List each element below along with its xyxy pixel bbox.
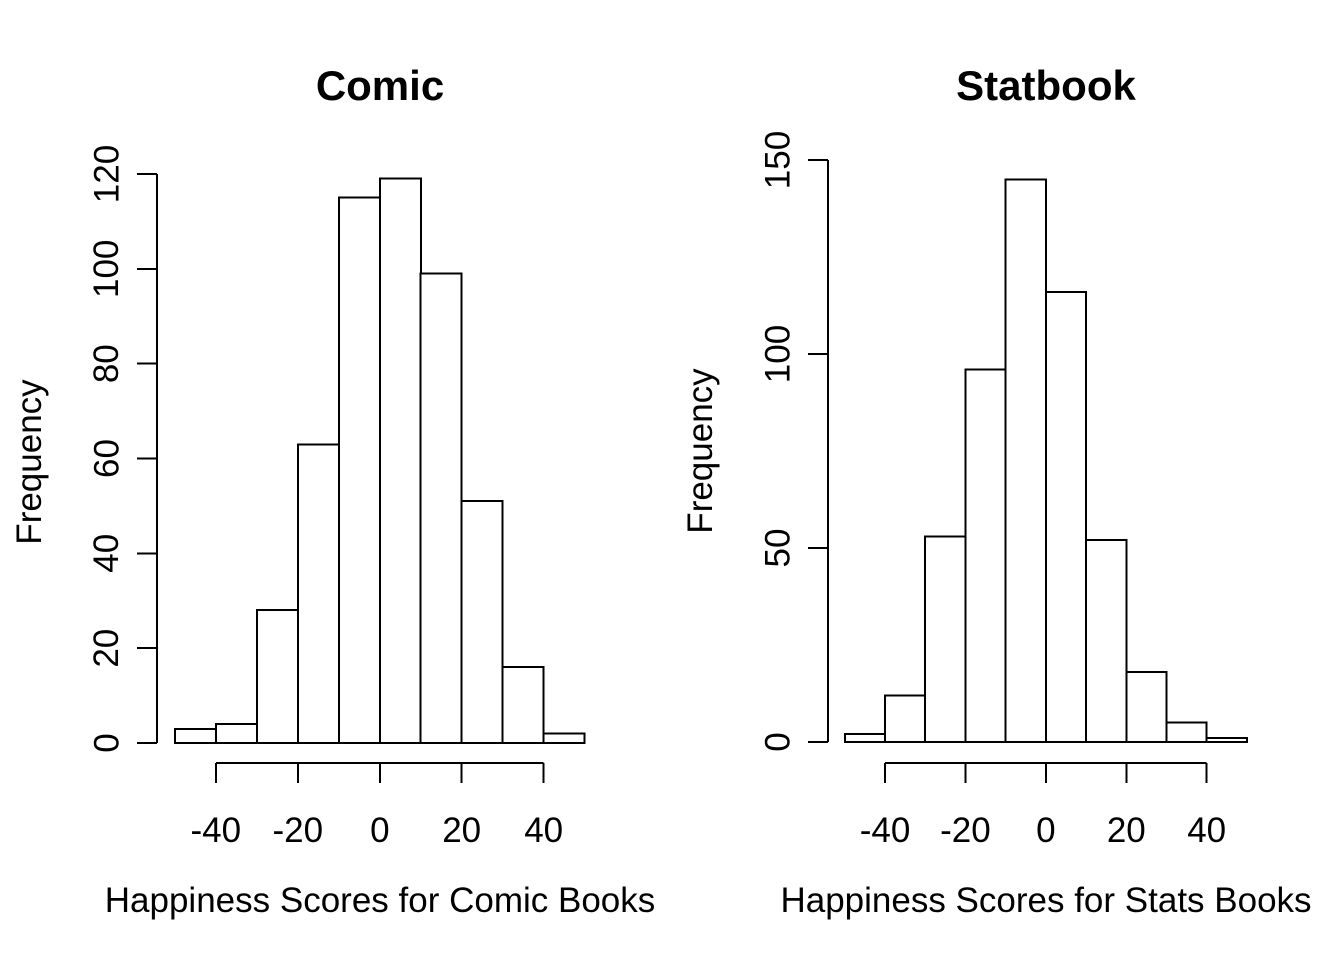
histogram-bar — [462, 501, 503, 743]
histogram-bar — [257, 610, 298, 743]
x-tick-label: 0 — [1036, 811, 1056, 850]
histogram-bar — [175, 729, 216, 743]
histogram-bar — [925, 536, 965, 742]
x-tick-label: 0 — [370, 811, 390, 850]
histogram-bar — [965, 370, 1005, 743]
plot-title-comic: Comic — [315, 62, 445, 109]
y-tick-label: 120 — [87, 144, 127, 204]
histogram-bar — [503, 667, 544, 743]
x-tick-label: 40 — [524, 811, 564, 850]
histogram-bar — [380, 179, 421, 743]
histogram-bar — [1207, 738, 1247, 742]
plot-title-statbook: Statbook — [956, 62, 1136, 109]
x-axis-label-comic: Happiness Scores for Comic Books — [104, 881, 656, 920]
y-axis-label-comic: Frequency — [10, 379, 49, 545]
y-tick-label: 50 — [758, 528, 798, 568]
histogram-bar — [1167, 723, 1207, 742]
x-tick-label: -40 — [190, 811, 242, 850]
y-tick-label: 20 — [87, 628, 127, 668]
histogram-bar — [885, 695, 925, 742]
y-tick-label: 100 — [758, 324, 798, 384]
x-tick-label: -20 — [272, 811, 324, 850]
histogram-bar — [1046, 292, 1086, 742]
y-tick-label: 0 — [758, 732, 798, 752]
x-axis-label-statbook: Happiness Scores for Stats Books — [780, 881, 1312, 920]
histogram-bar — [339, 198, 380, 743]
y-axis-label-statbook: Frequency — [681, 368, 720, 534]
histogram-bar — [845, 734, 885, 742]
histogram-bar — [298, 444, 339, 743]
y-tick-label: 150 — [758, 130, 798, 190]
histogram-bar — [1126, 672, 1166, 742]
histogram-bar — [1086, 540, 1126, 742]
x-tick-label: 40 — [1187, 811, 1227, 850]
x-tick-label: 20 — [1106, 811, 1146, 850]
histogram-bar — [421, 274, 462, 743]
histogram-bar — [1006, 179, 1046, 742]
x-tick-label: -40 — [859, 811, 911, 850]
y-tick-label: 0 — [87, 733, 127, 753]
y-tick-label: 40 — [87, 533, 127, 573]
x-tick-label: 20 — [442, 811, 482, 850]
histogram-bar — [216, 724, 257, 743]
y-tick-label: 80 — [87, 344, 127, 384]
y-tick-label: 60 — [87, 439, 127, 478]
histogram-bar — [544, 734, 585, 744]
x-tick-label: -20 — [940, 811, 991, 850]
y-tick-label: 100 — [87, 239, 127, 299]
